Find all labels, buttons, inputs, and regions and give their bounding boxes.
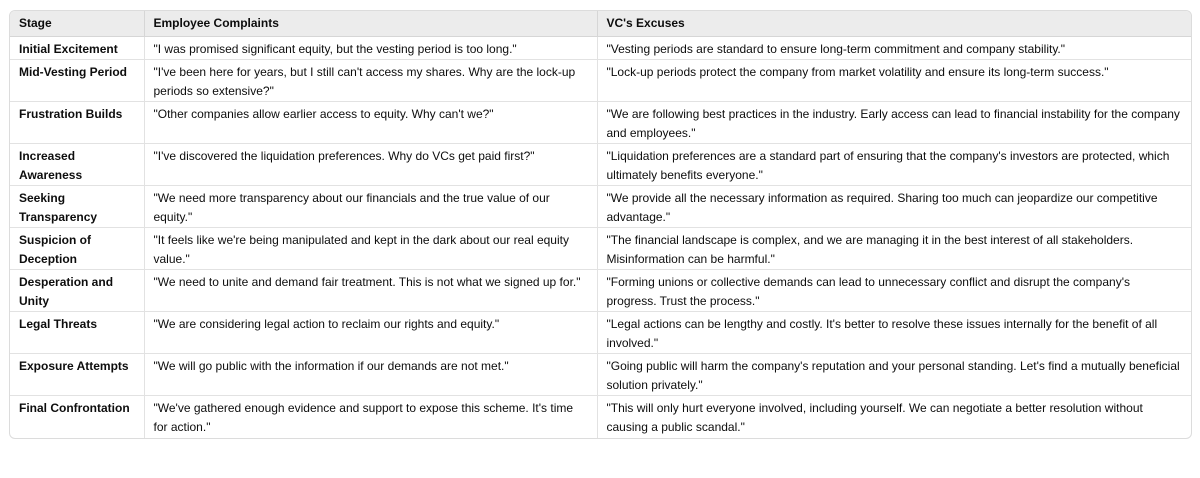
- excuse-cell: "The financial landscape is complex, and we are managing it in the best interest of all stakeholders. Misinformation can be harmful.": [597, 228, 1191, 270]
- stage-cell: Final Confrontation: [10, 396, 144, 438]
- stage-cell: Desperation and Unity: [10, 270, 144, 312]
- complaint-cell: "I've discovered the liquidation preferences. Why do VCs get paid first?": [144, 144, 597, 186]
- excuse-cell: "Vesting periods are standard to ensure long-term commitment and company stability.": [597, 37, 1191, 60]
- header-stage: Stage: [10, 11, 144, 37]
- complaint-cell: "I've been here for years, but I still can't access my shares. Why are the lock-up periods so extensive?": [144, 60, 597, 102]
- complaint-cell: "We need to unite and demand fair treatment. This is not what we signed up for.": [144, 270, 597, 312]
- excuse-cell: "We provide all the necessary information as required. Sharing too much can jeopardize our competitive advantage.": [597, 186, 1191, 228]
- table-row: [10, 60, 1191, 102]
- table-row: [10, 102, 1191, 144]
- table-row: [10, 270, 1191, 312]
- table-row: [10, 228, 1191, 270]
- table-row: [10, 354, 1191, 396]
- stage-cell: Initial Excitement: [10, 37, 144, 60]
- stage-cell: Exposure Attempts: [10, 354, 144, 396]
- excuse-cell: "This will only hurt everyone involved, including yourself. We can negotiate a better resolution without causing a public scandal.": [606, 401, 1143, 434]
- comparison-table-container: [9, 10, 1192, 439]
- table-header-row: [10, 11, 1191, 37]
- complaint-cell: "We need more transparency about our financials and the true value of our equity.": [144, 186, 597, 228]
- excuse-cell: "Legal actions can be lengthy and costly. It's better to resolve these issues internally for the benefit of all involved.": [597, 312, 1191, 354]
- stage-cell: Frustration Builds: [10, 102, 144, 144]
- excuse-cell: "Forming unions or collective demands can lead to unnecessary conflict and disrupt the company's progress. Trust the process.": [597, 270, 1191, 312]
- complaint-cell: "We will go public with the information if our demands are not met.": [144, 354, 597, 396]
- stage-cell: Seeking Transparency: [10, 186, 144, 228]
- stage-cell: Legal Threats: [10, 312, 144, 354]
- complaint-cell: "We've gathered enough evidence and support to expose this scheme. It's time for action.": [144, 396, 597, 438]
- complaint-cell: "Other companies allow earlier access to equity. Why can't we?": [144, 102, 597, 144]
- table-row: [10, 396, 1191, 438]
- complaint-cell: "We are considering legal action to reclaim our rights and equity.": [144, 312, 597, 354]
- table-row: [10, 144, 1191, 186]
- table-row: [10, 186, 1191, 228]
- stage-cell: Increased Awareness: [10, 144, 144, 186]
- header-employee-complaints: Employee Complaints: [144, 11, 597, 37]
- stage-cell: Suspicion of Deception: [10, 228, 144, 270]
- header-vc-excuses: VC's Excuses: [597, 11, 1191, 37]
- complaint-cell: "I was promised significant equity, but the vesting period is too long.": [144, 37, 597, 60]
- excuse-cell: "Going public will harm the company's reputation and your personal standing. Let's find a mutually beneficial solution privately.": [597, 354, 1191, 396]
- table-row: [10, 312, 1191, 354]
- excuse-cell: "Lock-up periods protect the company from market volatility and ensure its long-term success.": [597, 60, 1191, 102]
- excuse-cell: "We are following best practices in the industry. Early access can lead to financial instability for the company and employees.": [597, 102, 1191, 144]
- excuse-cell: "Liquidation preferences are a standard part of ensuring that the company's investors are protected, which ultimately benefits everyone.": [597, 144, 1191, 186]
- complaint-cell: "It feels like we're being manipulated and kept in the dark about our real equity value.": [144, 228, 597, 270]
- comparison-table: [10, 11, 1191, 438]
- table-row: [10, 37, 1191, 60]
- stage-cell: Mid-Vesting Period: [10, 60, 144, 102]
